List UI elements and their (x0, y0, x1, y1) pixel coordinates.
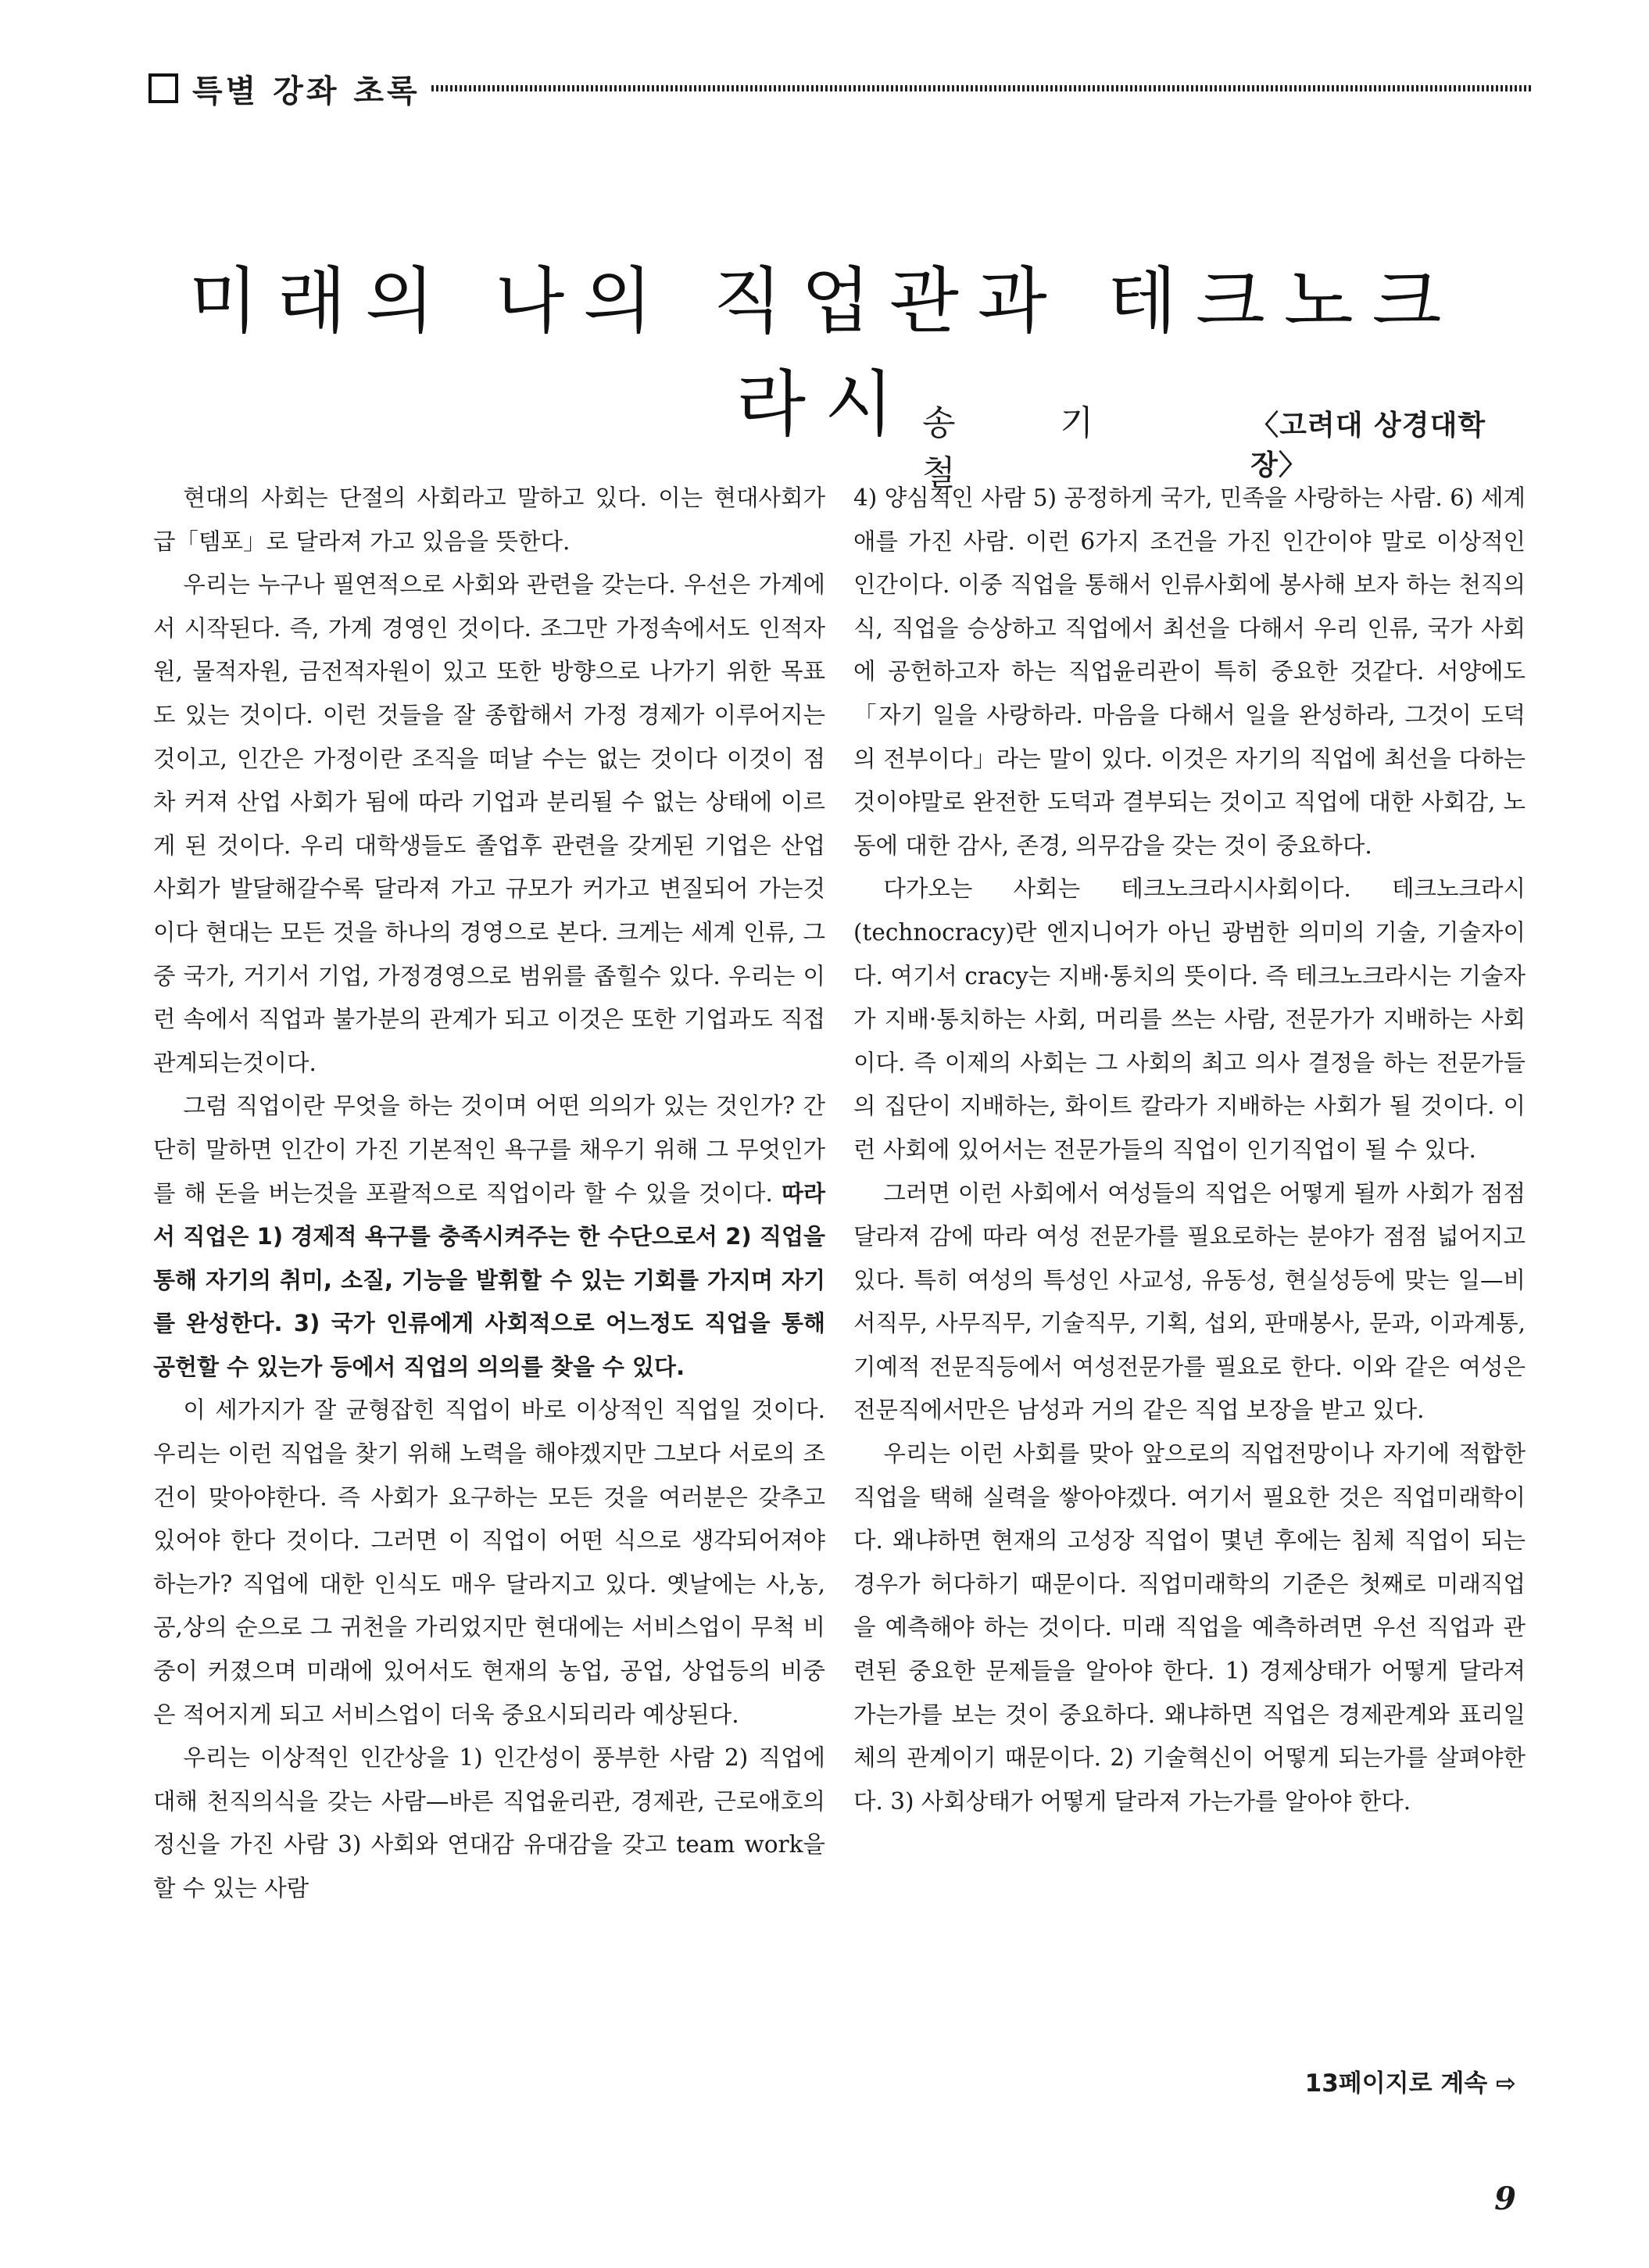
paragraph: 현대의 사회는 단절의 사회라고 말하고 있다. 이는 현대사회가 급「템포」로 달라져 가고 있음을 뜻한다. (153, 485, 825, 555)
checkbox-square-icon (148, 73, 178, 103)
paragraph-text: 그럼 직업이란 무엇을 하는 것이며 어떤 의의가 있는 것인가? 간단히 말하면 인간이 가진 기본적인 욕구를 채우기 위해 그 무엇인가를 해 돈을 버는것을 포괄적으로 직업이라 할 수 있을 것이다. (153, 1093, 825, 1207)
dotted-rule (431, 85, 1532, 91)
continued-note: 13페이지로 계속 ⇨ (1304, 2069, 1516, 2098)
bold-paragraph-text: 따라서 직업은 1) 경제적 욕구를 충족시켜주는 한 수단으로서 2) 직업을 통해 자기의 취미, 소질, 기능을 발휘할 수 있는 기회를 가지며 자기를 완성한다. 3) 국가 인류에게 사회적으로 어느정도 직업을 통해 공헌할 수 있는가 등에서 직업의 의의를 찾을 수 있다. (153, 1179, 825, 1380)
paragraph: 이 세가지가 잘 균형잡힌 직업이 바로 이상적인 직업일 것이다. 우리는 이런 직업을 찾기 위해 노력을 해야겠지만 그보다 서로의 조건이 맞아야한다. 즉 사회가 요구하는 모든 것을 여러분은 갖추고 있어야 한다 것이다. 그러면 이 직업이 어떤 식으로 생각되어져야 하는가? 직업에 대한 인식도 매우 달라지고 있다. 옛날에는 사,농,공,상의 순으로 그 귀천을 가리었지만 현대에는 서비스업이 무척 비중이 커졌으며 미래에 있어서도 현재의 농업, 공업, 상업등의 비중은 적어지게 되고 서비스업이 더욱 중요시되리라 예상된다. (153, 1397, 825, 1728)
section-header (148, 69, 1532, 108)
left-column (153, 477, 825, 1911)
article-title: 미래의 나의 직업관과 테크노크라시 (188, 259, 1461, 446)
paragraph: 우리는 이런 사회를 맞아 앞으로의 직업전망이나 자기에 적합한 직업을 택해 실력을 쌓아야겠다. 여기서 필요한 것은 직업미래학이다. 왜냐하면 현재의 고성장 직업이 몇년 후에는 침체 직업이 되는 경우가 허다하기 때문이다. 직업미래학의 기준은 첫째로 미래직업을 예측해야 하는 것이다. 미래 직업을 예측하려면 우선 직업과 관련된 중요한 문제들을 알아야 한다. 1) 경제상태가 어떻게 달라져 가는가를 보는 것이 중요하다. 왜냐하면 직업은 경제관계와 표리일체의 관계이기 때문이다. 2) 기술혁신이 어떻게 되는가를 살펴야한다. 3) 사회상태가 어떻게 달라져 가는가를 알아야 한다. (853, 1440, 1526, 1815)
author-name: 송 기 철 (922, 403, 1140, 493)
paragraph (153, 1085, 825, 1389)
paragraph: 4) 양심적인 사람 5) 공정하게 국가, 민족을 사랑하는 사람. 6) 세계애를 가진 사람. 이런 6가지 조건을 가진 인간이야 말로 이상적인 인간이다. 이중 직업을 통해서 인류사회에 봉사해 보자 하는 천직의식, 직업을 승상하고 직업에서 최선을 다해서 우리 인류, 국가 사회에 공헌하고자 하는 직업윤리관이 특히 중요한 것같다. 서양에도 「자기 일을 사랑하라. 마음을 다해서 일을 완성하라, 그것이 도덕의 전부이다」라는 말이 있다. 이것은 자기의 직업에 최선을 다하는 것이야말로 완전한 도덕과 결부되는 것이고 직업에 대한 사회감, 노동에 대한 감사, 존경, 의무감을 갖는 것이 중요하다. (853, 485, 1526, 859)
paragraph: 다가오는 사회는 테크노크라시사회이다. 테크노크라시(technocracy)란 엔지니어가 아닌 광범한 의미의 기술, 기술자이다. 여기서 cracy는 지배·통치의 뜻이다. 즉 테크노크라시는 기술자가 지배·통치하는 사회, 머리를 쓰는 사람, 전문가가 지배하는 사회이다. 즉 이제의 사회는 그 사회의 최고 의사 결정을 하는 전문가들의 집단이 지배하는, 화이트 칼라가 지배하는 사회가 될 것이다. 이런 사회에 있어서는 전문가들의 직업이 인기직업이 될 수 있다. (853, 875, 1526, 1163)
paragraph: 그러면 이런 사회에서 여성들의 직업은 어떻게 될까 사회가 점점 달라져 감에 따라 여성 전문가를 필요로하는 분야가 점점 넓어지고 있다. 특히 여성의 특성인 사교성, 유동성, 현실성등에 맞는 일—비서직무, 사무직무, 기술직무, 기획, 섭외, 판매봉사, 문과, 이과계통, 기예적 전문직등에서 여성전문가를 필요로 한다. 이와 같은 여성은 전문직에서만은 남성과 거의 같은 직업 보장을 받고 있다. (853, 1179, 1526, 1424)
right-column (853, 477, 1526, 1823)
section-label: 특별 강좌 초록 (192, 73, 420, 109)
page-number: 9 (1494, 2180, 1516, 2217)
paragraph: 우리는 이상적인 인간상을 1) 인간성이 풍부한 사람 2) 직업에 대해 천직의식을 갖는 사람—바른 직업윤리관, 경제관, 근로애호의 정신을 가진 사람 3) 사회와 연대감 유대감을 갖고 team work을 할 수 있는 사람 (153, 1744, 825, 1901)
author-affiliation: 〈고려대 상경대학장〉 (1250, 410, 1486, 481)
paragraph: 우리는 누구나 필연적으로 사회와 관련을 갖는다. 우선은 가계에서 시작된다. 즉, 가계 경영인 것이다. 조그만 가정속에서도 인적자원, 물적자원, 금전적자원이 있고 또한 방향으로 나가기 위한 목표도 있는 것이다. 이런 것들을 잘 종합해서 가정 경제가 이루어지는 것이고, 인간은 가정이란 조직을 떠날 수는 없는 것이다 이것이 점차 커져 산업 사회가 됨에 따라 기업과 분리될 수 없는 상태에 이르게 된 것이다. 우리 대학생들도 졸업후 관련을 갖게된 기업은 산업사회가 발달해갈수록 달라져 가고 규모가 커가고 변질되어 가는것이다 현대는 모든 것을 하나의 경영으로 본다. 크게는 세계 인류, 그중 국가, 거기서 기업, 가정경영으로 범위를 좁힐수 있다. 우리는 이런 속에서 직업과 불가분의 관계가 되고 이것은 또한 기업과도 직접 관계되는것이다. (153, 571, 825, 1076)
